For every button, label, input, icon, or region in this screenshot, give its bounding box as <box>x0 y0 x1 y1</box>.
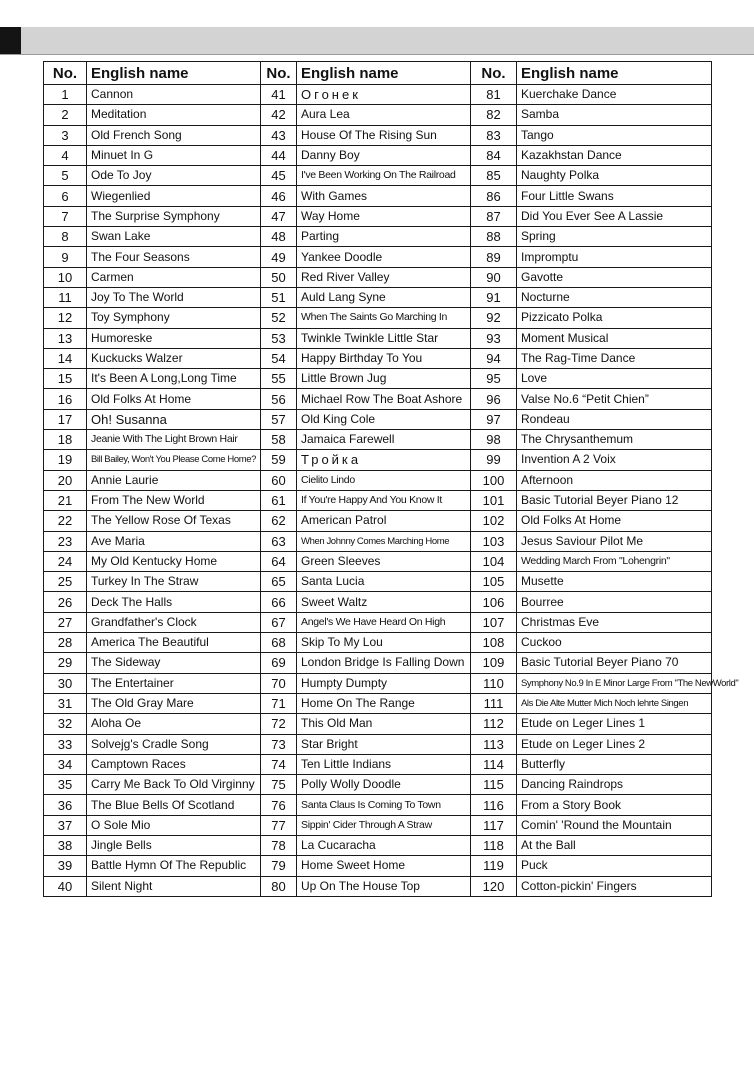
column-header-name: English name <box>517 62 712 85</box>
song-name: Solvejg's Cradle Song <box>87 734 261 754</box>
song-number: 92 <box>471 308 517 328</box>
song-name: Parting <box>297 227 471 247</box>
song-name: Old King Cole <box>297 409 471 429</box>
song-number: 17 <box>44 409 87 429</box>
song-number: 18 <box>44 430 87 450</box>
song-number: 61 <box>261 490 297 510</box>
song-number: 45 <box>261 166 297 186</box>
song-number: 26 <box>44 592 87 612</box>
song-number: 99 <box>471 450 517 470</box>
song-number: 115 <box>471 775 517 795</box>
song-number: 55 <box>261 369 297 389</box>
table-row <box>44 389 712 409</box>
page-header-bar <box>0 27 754 55</box>
column-header-name: English name <box>297 62 471 85</box>
song-name: Carmen <box>87 267 261 287</box>
song-number: 93 <box>471 328 517 348</box>
song-number: 117 <box>471 815 517 835</box>
table-row <box>44 835 712 855</box>
song-number: 110 <box>471 673 517 693</box>
song-number: 41 <box>261 85 297 105</box>
song-name: Bourree <box>517 592 712 612</box>
song-number: 28 <box>44 633 87 653</box>
song-number: 5 <box>44 166 87 186</box>
song-name: Etude on Leger Lines 2 <box>517 734 712 754</box>
song-number: 10 <box>44 267 87 287</box>
song-number: 30 <box>44 673 87 693</box>
song-number: 60 <box>261 470 297 490</box>
song-number: 69 <box>261 653 297 673</box>
song-name: Kuckucks Walzer <box>87 348 261 368</box>
song-number: 118 <box>471 835 517 855</box>
song-name: Symphony No.9 In E Minor Large From "The NewWorld" <box>517 673 712 693</box>
song-name: Cannon <box>87 85 261 105</box>
song-name: Basic Tutorial Beyer Piano 70 <box>517 653 712 673</box>
song-name: Green Sleeves <box>297 551 471 571</box>
song-number: 50 <box>261 267 297 287</box>
song-name: Nocturne <box>517 287 712 307</box>
song-number: 49 <box>261 247 297 267</box>
song-name: Turkey In The Straw <box>87 572 261 592</box>
song-number: 56 <box>261 389 297 409</box>
song-name: The Entertainer <box>87 673 261 693</box>
song-name: Yankee Doodle <box>297 247 471 267</box>
song-name: My Old Kentucky Home <box>87 551 261 571</box>
table-row <box>44 693 712 713</box>
song-number: 35 <box>44 775 87 795</box>
song-name: Wedding March From "Lohengrin" <box>517 551 712 571</box>
song-name: Little Brown Jug <box>297 369 471 389</box>
song-number: 102 <box>471 511 517 531</box>
song-number: 40 <box>44 876 87 896</box>
table-row <box>44 125 712 145</box>
song-name: Ode To Joy <box>87 166 261 186</box>
table-row <box>44 328 712 348</box>
table-row <box>44 592 712 612</box>
song-name: Christmas Eve <box>517 612 712 632</box>
song-number: 71 <box>261 693 297 713</box>
song-number: 96 <box>471 389 517 409</box>
song-name: Wiegenlied <box>87 186 261 206</box>
song-name: Bill Bailey, Won't You Please Come Home? <box>87 450 261 470</box>
song-name: Humoreske <box>87 328 261 348</box>
song-number: 62 <box>261 511 297 531</box>
table-row <box>44 572 712 592</box>
song-name: Kazakhstan Dance <box>517 145 712 165</box>
song-number: 16 <box>44 389 87 409</box>
table-row <box>44 612 712 632</box>
section-tab-marker <box>0 27 21 54</box>
song-number: 95 <box>471 369 517 389</box>
table-row <box>44 795 712 815</box>
song-name: Santa Claus Is Coming To Town <box>297 795 471 815</box>
song-number: 105 <box>471 572 517 592</box>
song-number: 111 <box>471 693 517 713</box>
song-name: Тройка <box>297 450 471 470</box>
song-name: Michael Row The Boat Ashore <box>297 389 471 409</box>
song-number: 101 <box>471 490 517 510</box>
song-number: 89 <box>471 247 517 267</box>
column-header-no: No. <box>44 62 87 85</box>
song-number: 85 <box>471 166 517 186</box>
table-row <box>44 430 712 450</box>
song-number: 79 <box>261 856 297 876</box>
song-name: Camptown Races <box>87 754 261 774</box>
song-name: Humpty Dumpty <box>297 673 471 693</box>
song-name: Home Sweet Home <box>297 856 471 876</box>
song-name: Gavotte <box>517 267 712 287</box>
song-name: Cuckoo <box>517 633 712 653</box>
song-number: 53 <box>261 328 297 348</box>
song-name: Etude on Leger Lines 1 <box>517 714 712 734</box>
song-name: Happy Birthday To You <box>297 348 471 368</box>
song-number: 33 <box>44 734 87 754</box>
song-number: 21 <box>44 490 87 510</box>
song-name: Love <box>517 369 712 389</box>
song-number: 114 <box>471 754 517 774</box>
song-number: 97 <box>471 409 517 429</box>
song-name: Swan Lake <box>87 227 261 247</box>
table-row <box>44 531 712 551</box>
table-row <box>44 206 712 226</box>
song-name: This Old Man <box>297 714 471 734</box>
song-number: 113 <box>471 734 517 754</box>
song-name: The Yellow Rose Of Texas <box>87 511 261 531</box>
song-number: 116 <box>471 795 517 815</box>
song-name: Star Bright <box>297 734 471 754</box>
song-number: 104 <box>471 551 517 571</box>
song-number: 25 <box>44 572 87 592</box>
song-name: Moment Musical <box>517 328 712 348</box>
song-number: 75 <box>261 775 297 795</box>
song-number: 46 <box>261 186 297 206</box>
song-number: 36 <box>44 795 87 815</box>
song-name: Ave Maria <box>87 531 261 551</box>
song-number: 80 <box>261 876 297 896</box>
table-row <box>44 633 712 653</box>
table-row <box>44 876 712 896</box>
song-name: Impromptu <box>517 247 712 267</box>
song-number: 34 <box>44 754 87 774</box>
table-row <box>44 105 712 125</box>
song-number: 82 <box>471 105 517 125</box>
song-number: 12 <box>44 308 87 328</box>
table-row <box>44 166 712 186</box>
song-name: American Patrol <box>297 511 471 531</box>
song-number: 57 <box>261 409 297 429</box>
song-name: Naughty Polka <box>517 166 712 186</box>
song-name: Jamaica Farewell <box>297 430 471 450</box>
table-row <box>44 734 712 754</box>
song-name: Polly Wolly Doodle <box>297 775 471 795</box>
song-number: 74 <box>261 754 297 774</box>
table-row <box>44 85 712 105</box>
song-name: From The New World <box>87 490 261 510</box>
song-name: Pizzicato Polka <box>517 308 712 328</box>
song-number: 48 <box>261 227 297 247</box>
song-name: Battle Hymn Of The Republic <box>87 856 261 876</box>
song-name: Aura Lea <box>297 105 471 125</box>
song-name: Afternoon <box>517 470 712 490</box>
column-header-no: No. <box>261 62 297 85</box>
song-number: 91 <box>471 287 517 307</box>
song-number: 7 <box>44 206 87 226</box>
song-name: Puck <box>517 856 712 876</box>
song-name: Valse No.6 “Petit Chien” <box>517 389 712 409</box>
song-number: 88 <box>471 227 517 247</box>
song-number: 2 <box>44 105 87 125</box>
song-name: When Johnny Comes Marching Home <box>297 531 471 551</box>
song-name: Up On The House Top <box>297 876 471 896</box>
song-name: It's Been A Long,Long Time <box>87 369 261 389</box>
song-number: 19 <box>44 450 87 470</box>
song-number: 51 <box>261 287 297 307</box>
table-row <box>44 409 712 429</box>
song-number: 72 <box>261 714 297 734</box>
song-name: The Surprise Symphony <box>87 206 261 226</box>
song-name: Oh! Susanna <box>87 409 261 429</box>
song-number: 68 <box>261 633 297 653</box>
song-list-table <box>43 61 739 897</box>
song-number: 1 <box>44 85 87 105</box>
song-number: 76 <box>261 795 297 815</box>
song-name: Danny Boy <box>297 145 471 165</box>
song-number: 103 <box>471 531 517 551</box>
song-number: 87 <box>471 206 517 226</box>
song-name: Santa Lucia <box>297 572 471 592</box>
song-number: 52 <box>261 308 297 328</box>
song-name: The Old Gray Mare <box>87 693 261 713</box>
table-row <box>44 308 712 328</box>
song-number: 100 <box>471 470 517 490</box>
song-number: 22 <box>44 511 87 531</box>
song-name: Samba <box>517 105 712 125</box>
song-name: Tango <box>517 125 712 145</box>
song-name: Butterfly <box>517 754 712 774</box>
song-number: 63 <box>261 531 297 551</box>
column-header-name: English name <box>87 62 261 85</box>
table-row <box>44 145 712 165</box>
song-name: Rondeau <box>517 409 712 429</box>
song-name: O Sole Mio <box>87 815 261 835</box>
song-number: 67 <box>261 612 297 632</box>
table-row <box>44 227 712 247</box>
song-name: Toy Symphony <box>87 308 261 328</box>
song-name: Silent Night <box>87 876 261 896</box>
song-number: 64 <box>261 551 297 571</box>
song-name: Ten Little Indians <box>297 754 471 774</box>
song-number: 54 <box>261 348 297 368</box>
song-number: 86 <box>471 186 517 206</box>
song-name: Skip To My Lou <box>297 633 471 653</box>
song-name: La Cucaracha <box>297 835 471 855</box>
song-name: Jesus Saviour Pilot Me <box>517 531 712 551</box>
song-number: 59 <box>261 450 297 470</box>
song-name: Dancing Raindrops <box>517 775 712 795</box>
song-name: London Bridge Is Falling Down <box>297 653 471 673</box>
song-number: 65 <box>261 572 297 592</box>
song-number: 84 <box>471 145 517 165</box>
song-name: From a Story Book <box>517 795 712 815</box>
song-name: Deck The Halls <box>87 592 261 612</box>
song-name: Red River Valley <box>297 267 471 287</box>
table-row <box>44 815 712 835</box>
song-name: Spring <box>517 227 712 247</box>
song-number: 9 <box>44 247 87 267</box>
song-name: Sippin' Cider Through A Straw <box>297 815 471 835</box>
song-name: Old French Song <box>87 125 261 145</box>
song-number: 32 <box>44 714 87 734</box>
song-number: 109 <box>471 653 517 673</box>
song-number: 43 <box>261 125 297 145</box>
song-name: Way Home <box>297 206 471 226</box>
song-number: 47 <box>261 206 297 226</box>
song-number: 73 <box>261 734 297 754</box>
table-row <box>44 247 712 267</box>
table-row <box>44 267 712 287</box>
song-number: 81 <box>471 85 517 105</box>
song-name: Minuet In G <box>87 145 261 165</box>
song-number: 78 <box>261 835 297 855</box>
song-number: 11 <box>44 287 87 307</box>
song-name: When The Saints Go Marching In <box>297 308 471 328</box>
song-number: 4 <box>44 145 87 165</box>
song-number: 24 <box>44 551 87 571</box>
song-name: I've Been Working On The Railroad <box>297 166 471 186</box>
song-name: Musette <box>517 572 712 592</box>
song-name: Invention A 2 Voix <box>517 450 712 470</box>
song-name: Home On The Range <box>297 693 471 713</box>
table-row <box>44 653 712 673</box>
table-row <box>44 470 712 490</box>
song-name: Auld Lang Syne <box>297 287 471 307</box>
song-name: House Of The Rising Sun <box>297 125 471 145</box>
table-row <box>44 490 712 510</box>
song-name: Jeanie With The Light Brown Hair <box>87 430 261 450</box>
song-number: 106 <box>471 592 517 612</box>
table-row <box>44 186 712 206</box>
song-name: With Games <box>297 186 471 206</box>
song-number: 6 <box>44 186 87 206</box>
song-name: The Chrysanthemum <box>517 430 712 450</box>
song-number: 39 <box>44 856 87 876</box>
song-number: 20 <box>44 470 87 490</box>
song-number: 107 <box>471 612 517 632</box>
song-number: 90 <box>471 267 517 287</box>
song-name: America The Beautiful <box>87 633 261 653</box>
column-header-no: No. <box>471 62 517 85</box>
song-number: 98 <box>471 430 517 450</box>
song-number: 70 <box>261 673 297 693</box>
song-number: 42 <box>261 105 297 125</box>
song-name: Kuerchake Dance <box>517 85 712 105</box>
song-number: 23 <box>44 531 87 551</box>
table-row <box>44 856 712 876</box>
song-name: Did You Ever See A Lassie <box>517 206 712 226</box>
song-name: Cielito Lindo <box>297 470 471 490</box>
song-number: 77 <box>261 815 297 835</box>
song-name: Meditation <box>87 105 261 125</box>
song-name: The Four Seasons <box>87 247 261 267</box>
song-name: The Blue Bells Of Scotland <box>87 795 261 815</box>
song-name: Огонек <box>297 85 471 105</box>
song-name: Carry Me Back To Old Virginny <box>87 775 261 795</box>
song-name: Grandfather's Clock <box>87 612 261 632</box>
song-name: Basic Tutorial Beyer Piano 12 <box>517 490 712 510</box>
song-name: Old Folks At Home <box>87 389 261 409</box>
song-name: Comin' 'Round the Mountain <box>517 815 712 835</box>
song-number: 44 <box>261 145 297 165</box>
song-number: 13 <box>44 328 87 348</box>
table-row <box>44 673 712 693</box>
song-number: 120 <box>471 876 517 896</box>
table-row <box>44 511 712 531</box>
table-row <box>44 369 712 389</box>
song-name: Sweet Waltz <box>297 592 471 612</box>
song-number: 37 <box>44 815 87 835</box>
song-number: 119 <box>471 856 517 876</box>
song-number: 38 <box>44 835 87 855</box>
song-name: Four Little Swans <box>517 186 712 206</box>
song-name: Als Die Alte Mutter Mich Noch lehrte Singen <box>517 693 712 713</box>
song-name: Angel's We Have Heard On High <box>297 612 471 632</box>
song-name: Twinkle Twinkle Little Star <box>297 328 471 348</box>
song-number: 29 <box>44 653 87 673</box>
song-number: 27 <box>44 612 87 632</box>
table-row <box>44 348 712 368</box>
table-row <box>44 714 712 734</box>
song-number: 66 <box>261 592 297 612</box>
song-number: 31 <box>44 693 87 713</box>
song-name: Cotton-pickin' Fingers <box>517 876 712 896</box>
song-number: 14 <box>44 348 87 368</box>
song-name: Old Folks At Home <box>517 511 712 531</box>
song-number: 15 <box>44 369 87 389</box>
table-row <box>44 450 712 470</box>
table-header-row <box>44 62 712 85</box>
song-name: If You're Happy And You Know It <box>297 490 471 510</box>
song-number: 8 <box>44 227 87 247</box>
song-name: Jingle Bells <box>87 835 261 855</box>
song-name: The Sideway <box>87 653 261 673</box>
song-name: Aloha Oe <box>87 714 261 734</box>
song-name: At the Ball <box>517 835 712 855</box>
song-number: 108 <box>471 633 517 653</box>
song-number: 112 <box>471 714 517 734</box>
song-name: Annie Laurie <box>87 470 261 490</box>
song-name: Joy To The World <box>87 287 261 307</box>
song-number: 83 <box>471 125 517 145</box>
table-row <box>44 754 712 774</box>
song-number: 58 <box>261 430 297 450</box>
table-row <box>44 775 712 795</box>
table-row <box>44 551 712 571</box>
table-row <box>44 287 712 307</box>
song-number: 94 <box>471 348 517 368</box>
song-number: 3 <box>44 125 87 145</box>
song-name: The Rag-Time Dance <box>517 348 712 368</box>
